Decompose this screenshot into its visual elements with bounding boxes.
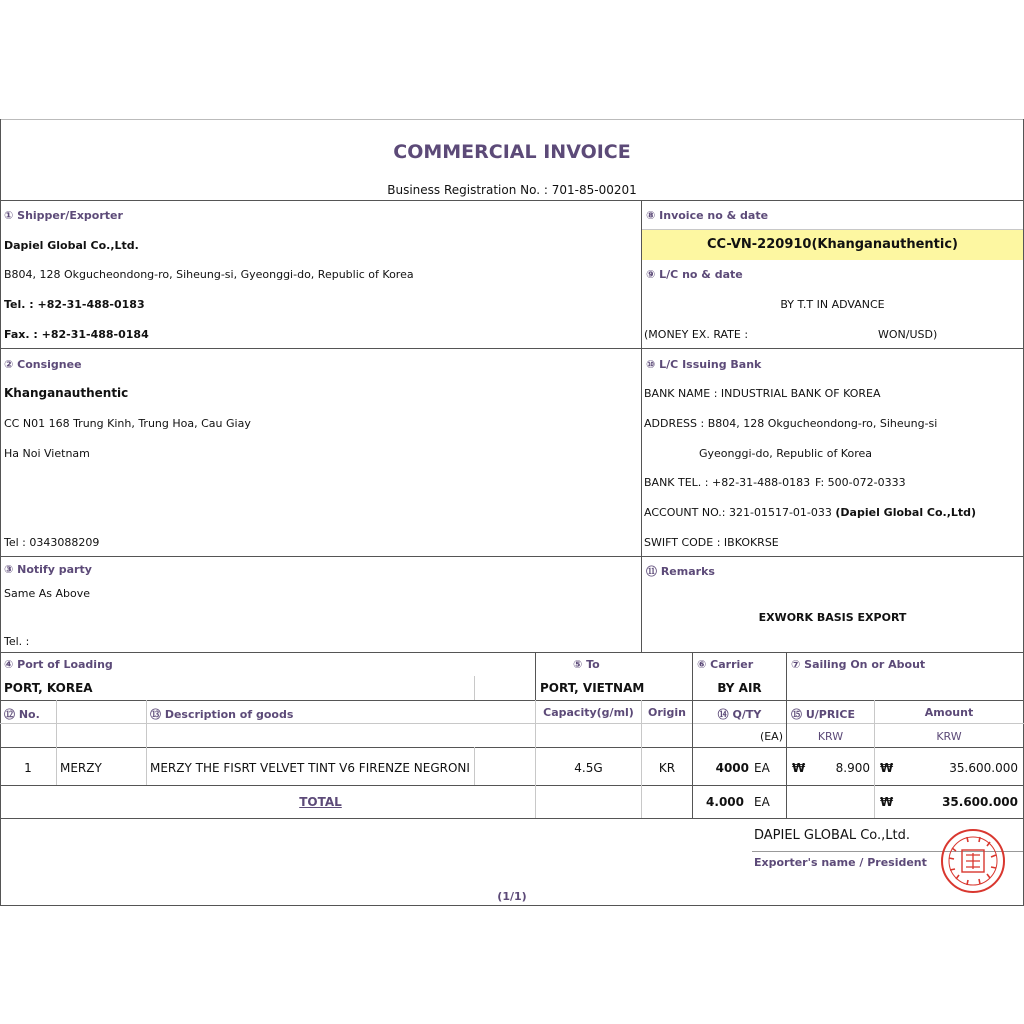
header-price-currency: KRW xyxy=(817,730,844,743)
consignee-label: ② Consignee xyxy=(4,358,82,371)
notify-value: Same As Above xyxy=(4,587,90,600)
consignee-address1: CC N01 168 Trung Kinh, Trung Hoa, Cau Giay xyxy=(4,417,251,430)
bank-fax: F: 500-072-0333 xyxy=(815,476,906,489)
line-after-shipper xyxy=(0,348,1024,349)
consignee-tel: Tel : 0343088209 xyxy=(4,536,100,549)
frame-bottom xyxy=(0,905,1024,906)
col-desc-end xyxy=(474,747,475,785)
bank-account xyxy=(644,506,976,519)
carrier-label: ⑥ Carrier xyxy=(697,658,754,671)
frame-top xyxy=(0,119,1024,120)
col-brand xyxy=(146,700,147,785)
shipper-address: B804, 128 Okgucheondong-ro, Siheung-si, Gyeonggi-do, Republic of Korea xyxy=(4,268,414,281)
bank-address1: ADDRESS : B804, 128 Okgucheondong-ro, Siheung-si xyxy=(644,417,938,430)
shipper-label: ① Shipper/Exporter xyxy=(4,209,123,222)
row-qty-unit: EA xyxy=(754,761,770,775)
invoice-no-label: ⑧ Invoice no & date xyxy=(646,209,769,222)
port-loading-label: ④ Port of Loading xyxy=(4,658,113,671)
bank-name: BANK NAME : INDUSTRIAL BANK OF KOREA xyxy=(644,387,881,400)
remarks-label: ⑪ Remarks xyxy=(646,565,715,578)
total-qty-unit: EA xyxy=(754,795,770,809)
footer-company: DAPIEL GLOBAL Co.,Ltd. xyxy=(754,828,910,843)
line-header-mid xyxy=(0,723,1024,724)
line-after-consignee xyxy=(0,556,1024,557)
bank-swift: SWIFT CODE : IBKOKRSE xyxy=(644,536,779,549)
shipper-tel: Tel. : +82-31-488-0183 xyxy=(4,298,145,311)
line-after-header xyxy=(0,747,1024,748)
shipper-fax: Fax. : +82-31-488-0184 xyxy=(4,328,149,341)
header-amount-currency: KRW xyxy=(936,730,962,743)
frame-left xyxy=(0,119,1,906)
carrier-value: BY AIR xyxy=(717,681,762,695)
row-amount: 35.600.000 xyxy=(949,761,1018,775)
total-qty: 4.000 xyxy=(706,795,744,809)
row-qty: 4000 xyxy=(715,761,749,775)
header-qty: ⑭ Q/TY xyxy=(717,708,762,721)
shipper-name: Dapiel Global Co.,Ltd. xyxy=(4,239,139,252)
row-amount-symbol: ₩ xyxy=(880,761,894,775)
money-rate: (MONEY EX. RATE : xyxy=(644,328,749,341)
bank-label: ⑩ L/C Issuing Bank xyxy=(646,358,762,371)
header-unit-price: ⑮ U/PRICE xyxy=(791,708,855,721)
line-after-total xyxy=(0,818,1024,819)
notify-tel: Tel. : xyxy=(4,635,30,648)
row-unit-price: 8.900 xyxy=(835,761,870,775)
line-after-shipping xyxy=(0,700,1024,701)
remarks-value: EXWORK BASIS EXPORT xyxy=(758,611,907,624)
split-main xyxy=(641,200,642,652)
to-value: PORT, VIETNAM xyxy=(540,681,645,695)
total-amount-symbol: ₩ xyxy=(880,795,894,809)
total-amount: 35.600.000 xyxy=(942,795,1018,809)
split-to xyxy=(535,652,536,700)
sailing-label: ⑦ Sailing On or About xyxy=(791,658,926,671)
line-after-row xyxy=(0,785,1024,786)
total-label: TOTAL xyxy=(299,795,342,809)
company-seal-icon xyxy=(940,828,1006,894)
footer-signer: Exporter's name / President xyxy=(754,856,927,869)
row-brand: MERZY xyxy=(60,761,102,775)
bank-account-holder: (Dapiel Global Co.,Ltd) xyxy=(835,506,977,519)
money-unit: WON/USD) xyxy=(878,328,938,341)
col-no xyxy=(56,700,57,785)
row-capacity: 4.5G xyxy=(574,761,603,775)
header-origin: Origin xyxy=(647,706,687,719)
bank-tel: BANK TEL. : +82-31-488-0183 xyxy=(644,476,811,489)
col-port-split xyxy=(474,676,475,700)
invoice-title: COMMERCIAL INVOICE xyxy=(393,141,631,163)
bank-address2: Gyeonggi-do, Republic of Korea xyxy=(699,447,872,460)
header-amount: Amount xyxy=(924,706,974,719)
line-after-notify xyxy=(0,652,1024,653)
header-capacity: Capacity(g/ml) xyxy=(543,706,634,719)
header-no: ⑫ No. xyxy=(4,708,40,721)
bank-account-no: ACCOUNT NO.: 321-01517-01-033 xyxy=(644,506,832,519)
to-label: ⑤ To xyxy=(573,658,600,671)
lc-label: ⑨ L/C no & date xyxy=(646,268,743,281)
line-after-title xyxy=(0,200,1024,201)
row-no: 1 xyxy=(24,761,32,775)
row-description: MERZY THE FISRT VELVET TINT V6 FIRENZE NEGRONI xyxy=(150,761,470,775)
business-registration: Business Registration No. : 701-85-00201 xyxy=(387,183,637,197)
row-price-symbol: ₩ xyxy=(792,761,806,775)
notify-label: ③ Notify party xyxy=(4,563,92,576)
row-origin: KR xyxy=(658,761,676,775)
port-loading-value: PORT, KOREA xyxy=(4,681,93,695)
consignee-name: Khanganauthentic xyxy=(4,386,129,400)
invoice-no-value: CC-VN-220910(Khanganauthentic) xyxy=(707,237,958,252)
page-number: (1/1) xyxy=(497,890,527,903)
header-description: ⑬ Description of goods xyxy=(150,708,294,721)
lc-value: BY T.T IN ADVANCE xyxy=(780,298,885,311)
consignee-address2: Ha Noi Vietnam xyxy=(4,447,90,460)
header-qty-unit: (EA) xyxy=(759,730,783,743)
